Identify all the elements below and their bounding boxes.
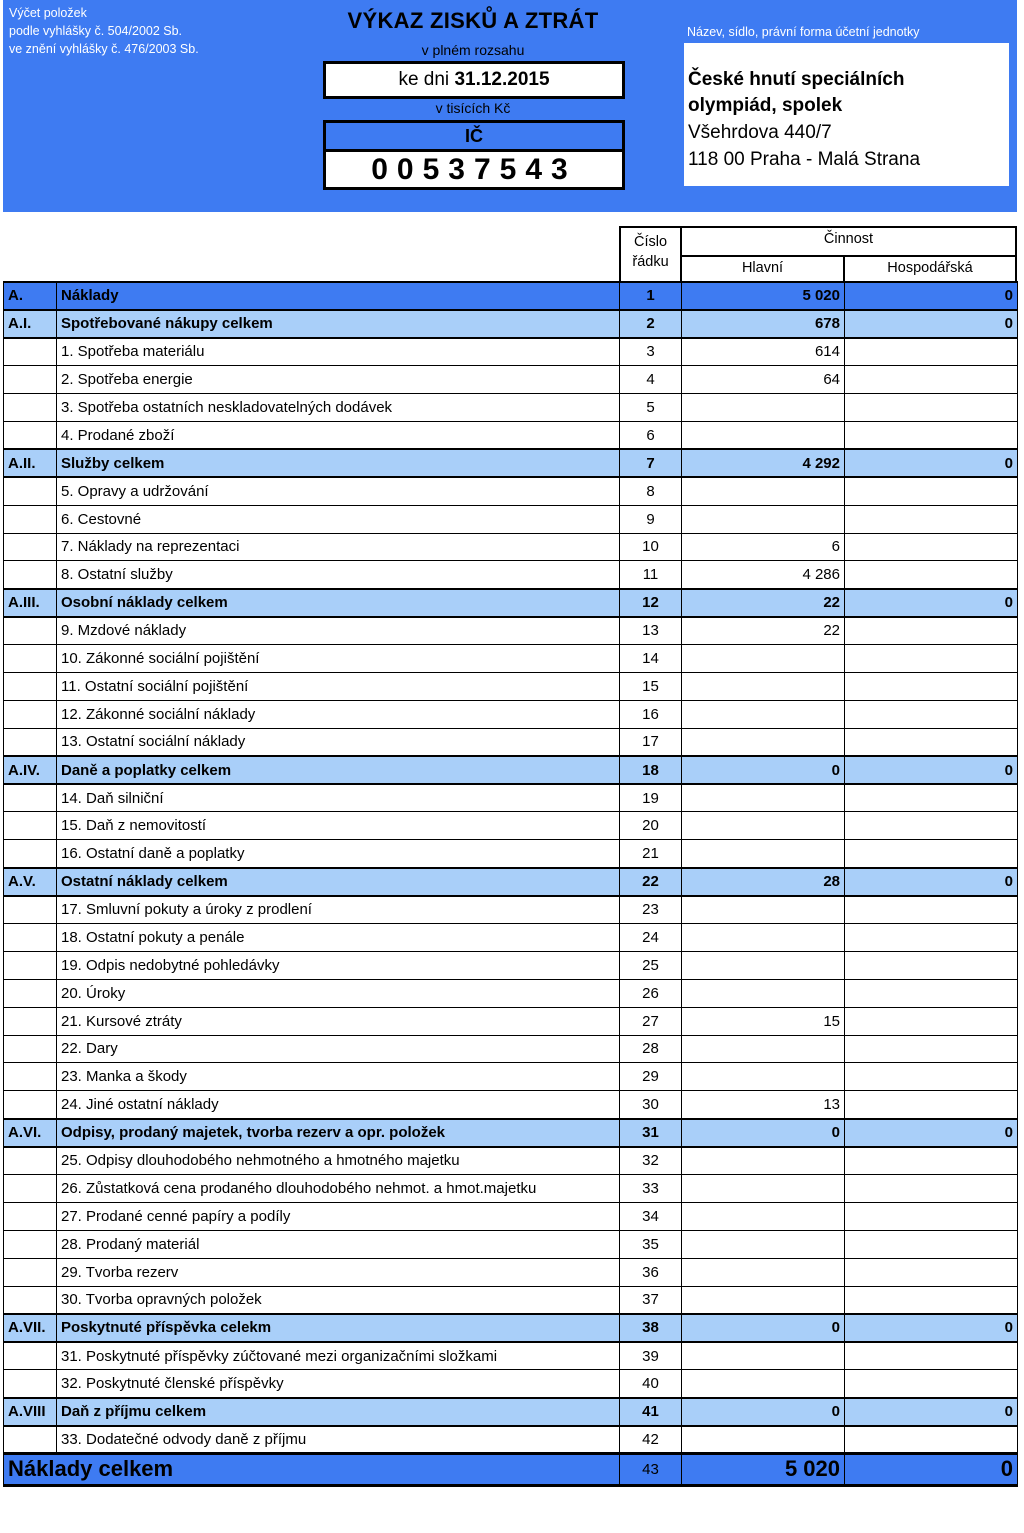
row-number: 2 [620,310,682,338]
legal-reference [9,4,199,58]
economic-activity-value [845,951,1018,979]
table-row [4,1007,1018,1035]
row-label: Daně a poplatky celkem [57,756,620,784]
economic-activity-value [845,617,1018,645]
main-activity-value: 4 292 [682,449,845,477]
report-title: VÝKAZ ZISKŮ A ZTRÁT [347,8,599,33]
table-row [4,1230,1018,1258]
economic-activity-value: 0 [845,310,1018,338]
table-row [4,645,1018,673]
table-row [4,1035,1018,1063]
main-activity-value [682,477,845,505]
row-code [4,1258,57,1286]
row-code: A.VI. [4,1119,57,1147]
table-row [4,561,1018,589]
main-activity-value [682,951,845,979]
row-code [4,505,57,533]
row-number: 14 [620,645,682,673]
row-code [4,366,57,394]
table-row [4,533,1018,561]
entity-address [688,119,920,173]
row-label: Spotřebované nákupy celkem [57,310,620,338]
main-activity-value [682,1175,845,1203]
table-row [4,421,1018,449]
table-row [4,338,1018,366]
economic-activity-value [845,1007,1018,1035]
row-number: 16 [620,700,682,728]
table-row [4,1202,1018,1230]
table-row [4,923,1018,951]
statement-body [4,282,1018,1485]
row-number: 31 [620,1119,682,1147]
row-label: 22. Dary [57,1035,620,1063]
row-label: 26. Zůstatková cena prodaného dlouhodobého nehmot. a hmot.majetku [57,1175,620,1203]
section-row [4,1314,1018,1342]
economic-activity-value [845,1035,1018,1063]
units-label: v tisících Kč [435,100,511,116]
main-activity-value [682,896,845,924]
section-row [4,449,1018,477]
main-activity-value: 4 286 [682,561,845,589]
ic-box [323,120,625,190]
report-header [3,0,1017,212]
row-label: 16. Ostatní daně a poplatky [57,840,620,868]
row-label: 25. Odpisy dlouhodobého nehmotného a hmotného majetku [57,1147,620,1175]
main-activity-value [682,1202,845,1230]
row-number: 3 [620,338,682,366]
row-label: 33. Dodatečné odvody daně z příjmu [57,1426,620,1454]
row-number: 33 [620,1175,682,1203]
row-code [4,1007,57,1035]
table-row [4,617,1018,645]
cost-statement-table [3,281,1018,1487]
row-number: 9 [620,505,682,533]
row-label: Ostatní náklady celkem [57,868,620,896]
main-activity-value [682,1258,845,1286]
table-row [4,812,1018,840]
row-code [4,672,57,700]
row-label: Poskytnuté příspěvka celekm [57,1314,620,1342]
row-label: 5. Opravy a udržování [57,477,620,505]
entity-name [688,67,904,119]
main-activity-value [682,840,845,868]
row-label: 20. Úroky [57,979,620,1007]
entity-address-line: Všehrdova 440/7 [688,122,832,143]
row-number: 27 [620,1007,682,1035]
table-row [4,1063,1018,1091]
table-row [4,951,1018,979]
main-activity-value: 5 020 [682,282,845,310]
legal-line: Výčet položek [9,6,87,20]
row-number: 40 [620,1370,682,1398]
row-label: 1. Spotřeba materiálu [57,338,620,366]
table-row [4,1147,1018,1175]
row-label: 14. Daň silniční [57,784,620,812]
main-activity-value [682,728,845,756]
economic-activity-value: 0 [845,756,1018,784]
table-row [4,896,1018,924]
row-label: Služby celkem [57,449,620,477]
economic-activity-value: 0 [845,589,1018,617]
row-code: A.III. [4,589,57,617]
section-row [4,1119,1018,1147]
table-row [4,505,1018,533]
row-number: 32 [620,1147,682,1175]
row-label: 10. Zákonné sociální pojištění [57,645,620,673]
row-label: 17. Smluvní pokuty a úroky z prodlení [57,896,620,924]
row-code [4,477,57,505]
row-code [4,1063,57,1091]
row-code [4,338,57,366]
row-code: A.I. [4,310,57,338]
main-activity-value [682,812,845,840]
economic-activity-value [845,1063,1018,1091]
row-code [4,979,57,1007]
main-activity-value: 678 [682,310,845,338]
economic-activity-value [845,896,1018,924]
economic-activity-value [845,979,1018,1007]
table-row [4,477,1018,505]
total-economic-value: 0 [845,1453,1018,1485]
economic-activity-value [845,505,1018,533]
table-row [4,784,1018,812]
row-number: 23 [620,896,682,924]
economic-activity-value [845,1286,1018,1314]
row-code [4,784,57,812]
economic-activity-value [845,923,1018,951]
row-label: 7. Náklady na reprezentaci [57,533,620,561]
row-number-header-line: Číslo [633,234,668,250]
row-number: 22 [620,868,682,896]
row-number: 11 [620,561,682,589]
table-row [4,672,1018,700]
economic-activity-value [845,1426,1018,1454]
row-number: 21 [620,840,682,868]
row-code: A.VII. [4,1314,57,1342]
table-row [4,700,1018,728]
entity-name-line: České hnutí speciálních [688,69,905,90]
section-row [4,868,1018,896]
total-label: Náklady celkem [4,1453,620,1485]
row-number: 38 [620,1314,682,1342]
row-code [4,728,57,756]
economic-activity-value [845,1202,1018,1230]
legal-line: ve znění vyhlášky č. 476/2003 Sb. [9,42,199,56]
row-label: 2. Spotřeba energie [57,366,620,394]
row-code: A. [4,282,57,310]
row-label: 11. Ostatní sociální pojištění [57,672,620,700]
row-number: 25 [620,951,682,979]
economic-activity-value [845,1370,1018,1398]
row-number: 20 [620,812,682,840]
row-number: 37 [620,1286,682,1314]
main-activity-value [682,1342,845,1370]
economic-activity-value [845,812,1018,840]
economic-activity-value [845,477,1018,505]
row-code: A.V. [4,868,57,896]
row-code [4,700,57,728]
economic-activity-value [845,1091,1018,1119]
row-code [4,1035,57,1063]
main-activity-value [682,394,845,422]
row-number: 36 [620,1258,682,1286]
row-label: 23. Manka a škody [57,1063,620,1091]
row-label: 21. Kursové ztráty [57,1007,620,1035]
row-number: 13 [620,617,682,645]
row-label: 27. Prodané cenné papíry a podíly [57,1202,620,1230]
row-code: A.VIII [4,1398,57,1426]
economic-activity-value [845,672,1018,700]
main-activity-value [682,1147,845,1175]
main-activity-value: 0 [682,756,845,784]
table-row [4,840,1018,868]
economic-activity-value: 0 [845,449,1018,477]
economic-activity-value [845,394,1018,422]
main-activity-value: 614 [682,338,845,366]
economic-activity-value [845,700,1018,728]
row-label: 9. Mzdové náklady [57,617,620,645]
table-row [4,1426,1018,1454]
economic-activity-value [845,1230,1018,1258]
economic-activity-value [845,840,1018,868]
section-row [4,589,1018,617]
table-row [4,394,1018,422]
main-activity-value [682,784,845,812]
economic-activity-value: 0 [845,868,1018,896]
date-prefix: ke dni [398,69,450,90]
entity-label: Název, sídlo, právní forma účetní jednotky [687,25,920,39]
economic-activity-value [845,338,1018,366]
row-code [4,1230,57,1258]
main-activity-value [682,1063,845,1091]
row-code [4,421,57,449]
main-activity-value: 28 [682,868,845,896]
table-row [4,1286,1018,1314]
row-code [4,617,57,645]
main-activity-value: 0 [682,1119,845,1147]
main-activity-value [682,1286,845,1314]
row-code [4,812,57,840]
main-activity-value: 0 [682,1398,845,1426]
row-code: A.II. [4,449,57,477]
row-number-header [619,232,682,272]
report-subtitle: v plném rozsahu [421,42,525,58]
row-number: 7 [620,449,682,477]
row-number: 19 [620,784,682,812]
section-row [4,310,1018,338]
row-code [4,1175,57,1203]
entity-address-line: 118 00 Praha - Malá Strana [688,149,921,170]
row-number: 4 [620,366,682,394]
row-number: 12 [620,589,682,617]
row-number: 17 [620,728,682,756]
activity-header: Činnost [823,231,874,247]
row-number: 18 [620,756,682,784]
row-code [4,951,57,979]
row-label: 12. Zákonné sociální náklady [57,700,620,728]
main-activity-value: 22 [682,617,845,645]
economic-activity-value [845,1342,1018,1370]
row-number: 1 [620,282,682,310]
table-row [4,728,1018,756]
economic-activity-value [845,728,1018,756]
main-activity-value: 64 [682,366,845,394]
row-code: A.IV. [4,756,57,784]
row-code [4,840,57,868]
economic-activity-value [845,645,1018,673]
main-activity-value [682,979,845,1007]
row-number: 24 [620,923,682,951]
total-row [4,1453,1018,1485]
row-number: 28 [620,1035,682,1063]
table-row [4,1342,1018,1370]
main-activity-value: 6 [682,533,845,561]
row-number: 10 [620,533,682,561]
row-number: 26 [620,979,682,1007]
row-label: Náklady [57,282,620,310]
main-activity-value [682,1035,845,1063]
row-number: 5 [620,394,682,422]
table-row [4,1370,1018,1398]
economic-activity-value [845,1175,1018,1203]
row-label: 18. Ostatní pokuty a penále [57,923,620,951]
economic-activity-value [845,1258,1018,1286]
row-number: 39 [620,1342,682,1370]
main-activity-value [682,672,845,700]
economic-activity-value [845,533,1018,561]
row-code [4,1147,57,1175]
row-number: 30 [620,1091,682,1119]
economic-activity-value [845,561,1018,589]
report-date: 31.12.2015 [454,69,550,90]
row-code [4,923,57,951]
ic-label: IČ [326,123,622,152]
economic-activity-header: Hospodářská [887,260,973,276]
row-code [4,1286,57,1314]
row-code [4,896,57,924]
section-row [4,1398,1018,1426]
row-label: Odpisy, prodaný majetek, tvorba rezerv a opr. položek [57,1119,620,1147]
main-activity-value: 15 [682,1007,845,1035]
economic-activity-value: 0 [845,1314,1018,1342]
total-main-value: 5 020 [682,1453,845,1485]
main-activity-value [682,645,845,673]
row-label: 15. Daň z nemovitostí [57,812,620,840]
row-label: 13. Ostatní sociální náklady [57,728,620,756]
row-code [4,1342,57,1370]
row-code [4,1202,57,1230]
row-number: 42 [620,1426,682,1454]
main-activity-value [682,700,845,728]
row-code [4,561,57,589]
row-label: 3. Spotřeba ostatních neskladovatelných dodávek [57,394,620,422]
row-label: Osobní náklady celkem [57,589,620,617]
row-label: 6. Cestovné [57,505,620,533]
ic-value: 00537543 [371,153,577,186]
row-code [4,533,57,561]
row-code [4,1370,57,1398]
row-number: 41 [620,1398,682,1426]
row-label: 19. Odpis nedobytné pohledávky [57,951,620,979]
main-activity-value: 13 [682,1091,845,1119]
row-number: 34 [620,1202,682,1230]
row-label: Daň z příjmu celkem [57,1398,620,1426]
table-row [4,979,1018,1007]
row-number: 35 [620,1230,682,1258]
row-number: 6 [620,421,682,449]
table-row [4,1258,1018,1286]
table-row [4,1091,1018,1119]
row-label: 30. Tvorba opravných položek [57,1286,620,1314]
row-label: 29. Tvorba rezerv [57,1258,620,1286]
economic-activity-value: 0 [845,282,1018,310]
economic-activity-value [845,784,1018,812]
row-label: 31. Poskytnuté příspěvky zúčtované mezi organizačními složkami [57,1342,620,1370]
row-code [4,1426,57,1454]
row-code [4,1091,57,1119]
economic-activity-value [845,421,1018,449]
economic-activity-value [845,1147,1018,1175]
table-row [4,1175,1018,1203]
section-row [4,282,1018,310]
date-box [323,61,625,99]
economic-activity-value [845,366,1018,394]
main-activity-value: 22 [682,589,845,617]
main-activity-value [682,1370,845,1398]
row-label: 32. Poskytnuté členské příspěvky [57,1370,620,1398]
main-activity-header: Hlavní [741,260,784,276]
row-number: 8 [620,477,682,505]
row-label: 8. Ostatní služby [57,561,620,589]
entity-name-line: olympiád, spolek [688,95,843,116]
main-activity-value [682,421,845,449]
row-label: 24. Jiné ostatní náklady [57,1091,620,1119]
main-activity-value [682,923,845,951]
economic-activity-value: 0 [845,1398,1018,1426]
main-activity-value [682,1230,845,1258]
row-number: 15 [620,672,682,700]
row-number-header-line: řádku [632,254,669,270]
row-code [4,645,57,673]
row-number: 29 [620,1063,682,1091]
row-code [4,394,57,422]
section-row [4,756,1018,784]
row-label: 28. Prodaný materiál [57,1230,620,1258]
table-row [4,366,1018,394]
main-activity-value [682,1426,845,1454]
legal-line: podle vyhlášky č. 504/2002 Sb. [9,24,183,38]
economic-activity-value: 0 [845,1119,1018,1147]
entity-box [684,43,1009,186]
main-activity-value: 0 [682,1314,845,1342]
total-row-number: 43 [620,1453,682,1485]
main-activity-value [682,505,845,533]
row-label: 4. Prodané zboží [57,421,620,449]
